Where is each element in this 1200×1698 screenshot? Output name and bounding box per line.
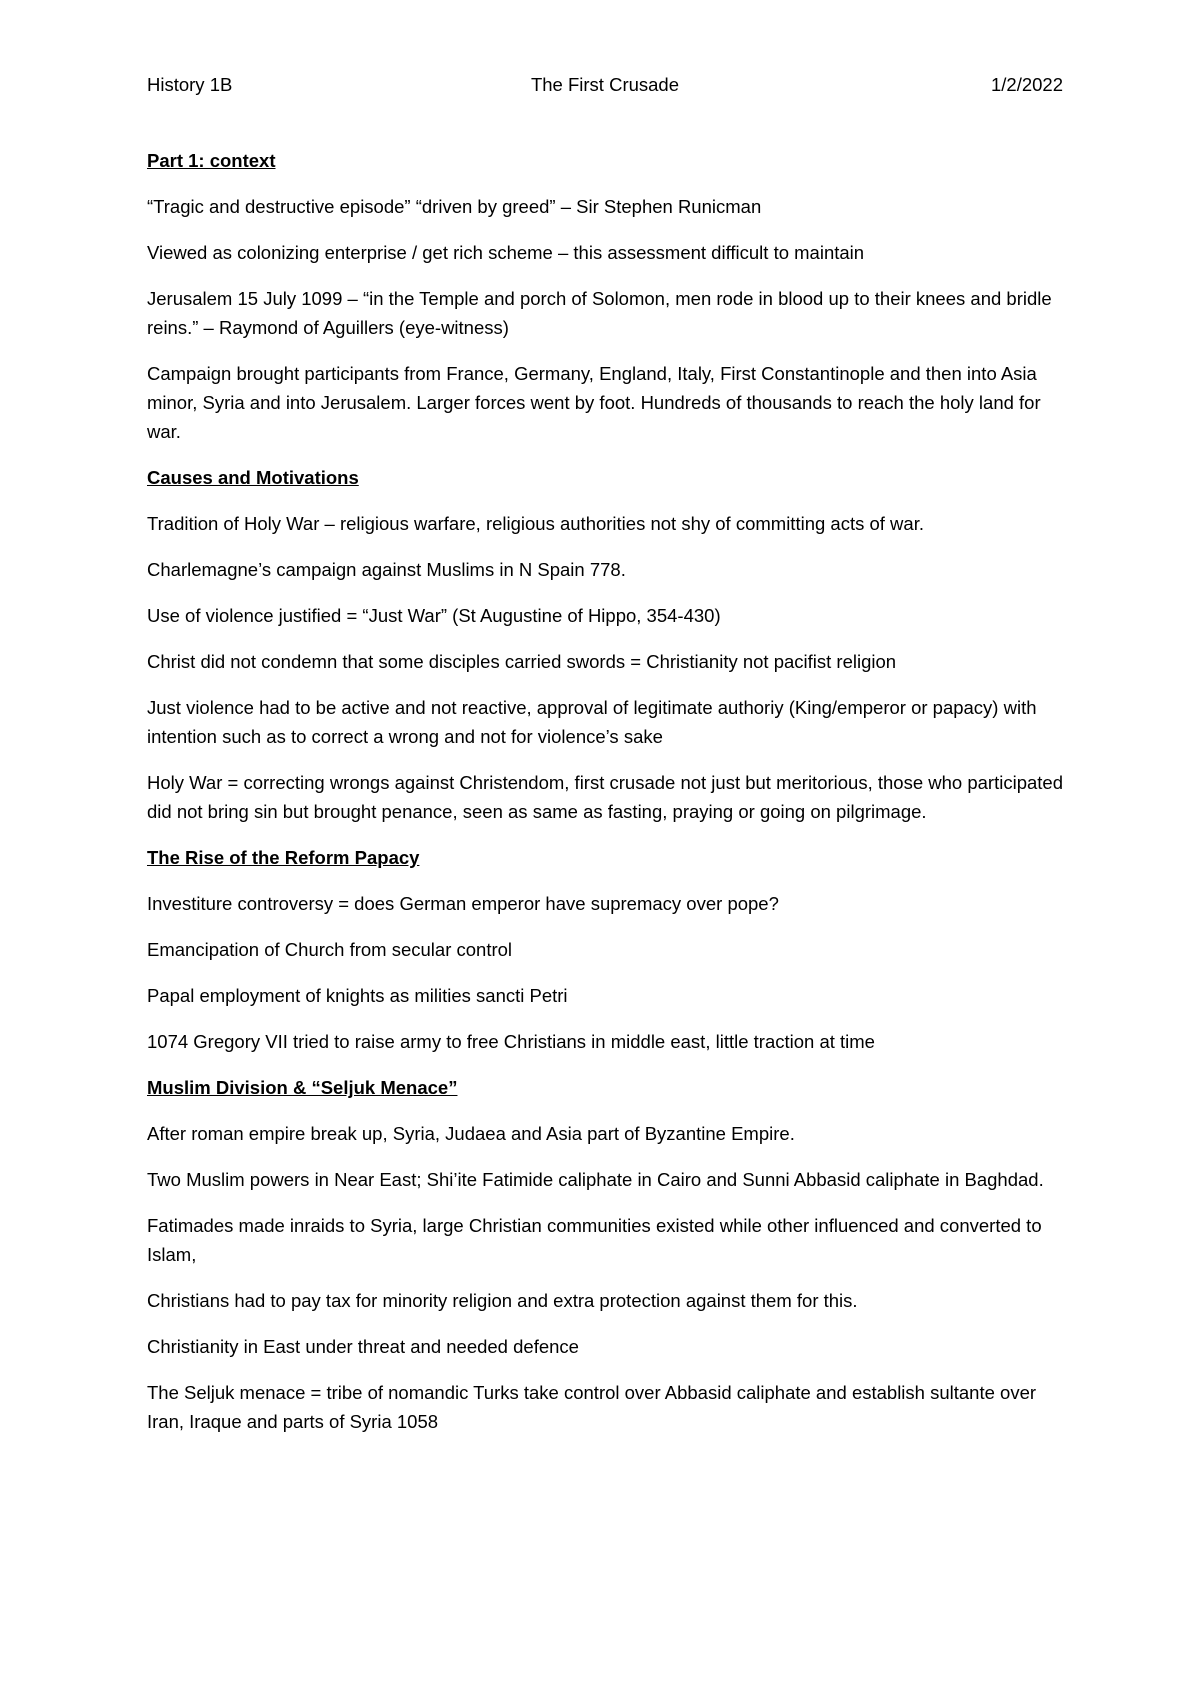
- paragraph: Two Muslim powers in Near East; Shi’ite Fatimide caliphate in Cairo and Sunni Abbasid caliphate in Baghdad.: [147, 1169, 1044, 1190]
- paragraph: Viewed as colonizing enterprise / get rich scheme – this assessment difficult to maintain: [147, 242, 865, 263]
- header-date: 1/2/2022: [990, 74, 1063, 95]
- paragraph: Use of violence justified = “Just War” (St Augustine of Hippo, 354-430): [147, 605, 721, 626]
- header-title: The First Crusade: [530, 74, 680, 95]
- paragraph: Jerusalem 15 July 1099 – “in the Temple and porch of Solomon, men rode in blood up to their knees and bridle reins.” – Raymond of Aguillers (eye-witness): [147, 288, 1052, 338]
- paragraph: Christianity in East under threat and needed defence: [147, 1336, 579, 1357]
- section-heading: Part 1: context: [147, 150, 276, 171]
- paragraph: Papal employment of knights as milities sancti Petri: [147, 985, 568, 1006]
- paragraph: Holy War = correcting wrongs against Christendom, first crusade not just but meritorious, those who participated did not bring sin but brought penance, seen as same as fasting, praying or going on pilgrimage.: [147, 772, 1063, 822]
- paragraph: Investiture controversy = does German emperor have supremacy over pope?: [147, 893, 779, 914]
- section-heading: The Rise of the Reform Papacy: [147, 847, 420, 868]
- paragraph: The Seljuk menace = tribe of nomandic Turks take control over Abbasid caliphate and establish sultante over Iran, Iraque and parts of Syria 1058: [147, 1382, 1037, 1432]
- section-heading: Muslim Division & “Seljuk Menace”: [147, 1077, 458, 1098]
- paragraph: After roman empire break up, Syria, Judaea and Asia part of Byzantine Empire.: [147, 1123, 795, 1144]
- paragraph: “Tragic and destructive episode” “driven by greed” – Sir Stephen Runicman: [147, 196, 762, 217]
- paragraph: Charlemagne’s campaign against Muslims in N Spain 778.: [147, 559, 626, 580]
- document-body: [147, 146, 1077, 1453]
- paragraph: Fatimades made inraids to Syria, large Christian communities existed while other influenced and converted to Islam,: [147, 1215, 1042, 1265]
- paragraph: 1074 Gregory VII tried to raise army to free Christians in middle east, little traction at time: [147, 1031, 875, 1052]
- paragraph: Just violence had to be active and not reactive, approval of legitimate authoriy (King/emperor or papacy) with intention such as to correct a wrong and not for violence’s sake: [147, 697, 1037, 747]
- paragraph: Tradition of Holy War – religious warfare, religious authorities not shy of committing acts of war.: [147, 513, 924, 534]
- paragraph: Emancipation of Church from secular control: [147, 939, 513, 960]
- paragraph: Christians had to pay tax for minority religion and extra protection against them for this.: [147, 1290, 858, 1311]
- paragraph: Campaign brought participants from France, Germany, England, Italy, First Constantinople and then into Asia minor, Syria and into Jerusalem. Larger forces went by foot. Hundreds of thousands to reach the holy land for war.: [147, 363, 1041, 442]
- page-header: [147, 74, 1063, 100]
- header-course: History 1B: [147, 74, 233, 95]
- section-heading: Causes and Motivations: [147, 467, 359, 488]
- paragraph: Christ did not condemn that some disciples carried swords = Christianity not pacifist religion: [147, 651, 897, 672]
